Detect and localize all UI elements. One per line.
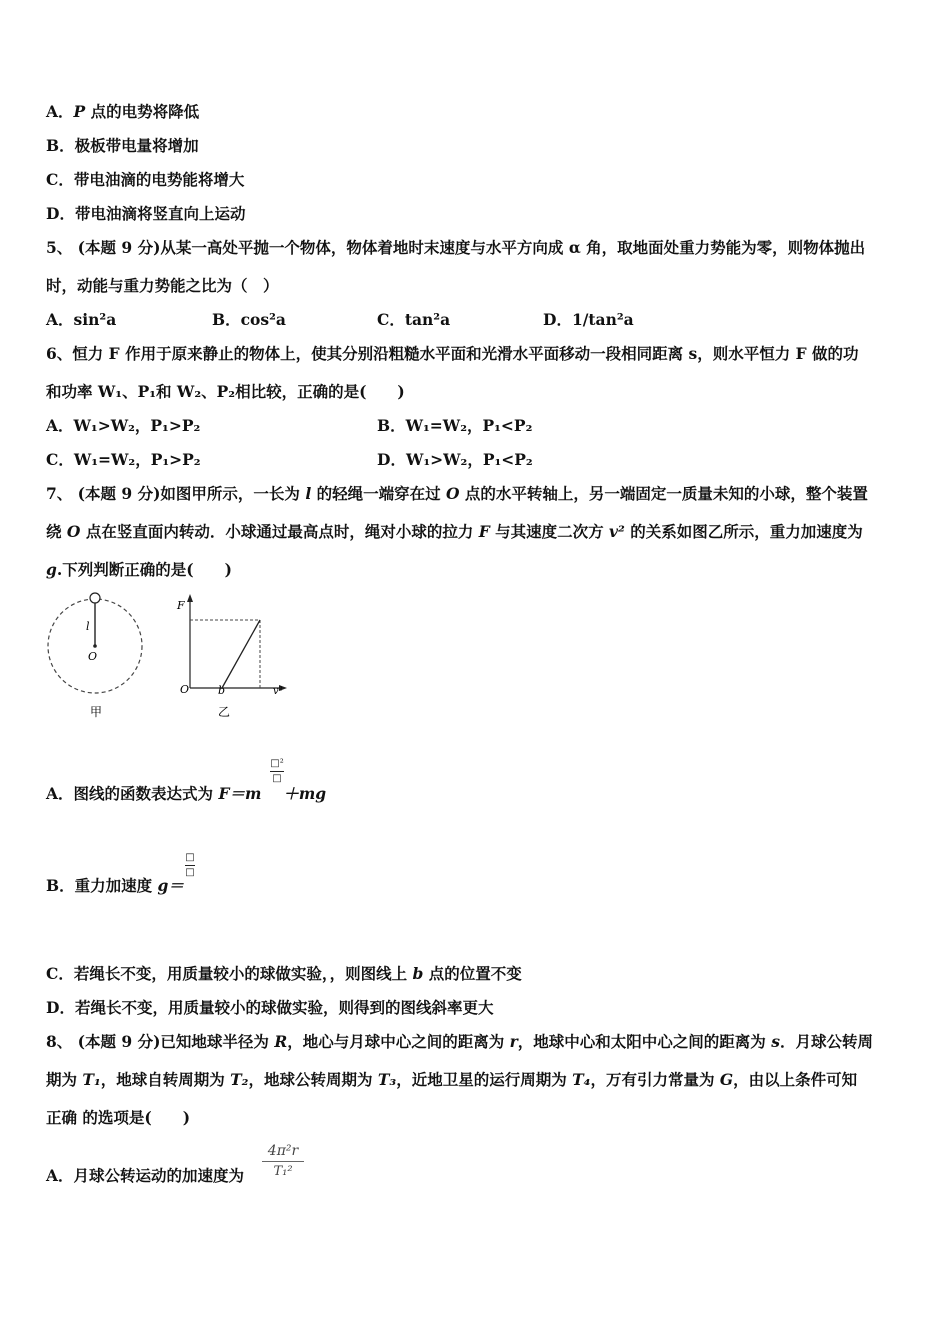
q4-option-d: D．带电油滴将竖直向上运动 — [46, 204, 246, 223]
q6-option-d: D．W₁>W₂，P₁<P₂ — [377, 450, 533, 469]
q7-stem-line2: 绕 O 点在竖直面内转动．小球通过最高点时，绳对小球的拉力 F 与其速度二次方 v² 的关系如图乙所示，重力加速度为 — [46, 522, 863, 541]
q6-option-b: B．W₁=W₂，P₁<P₂ — [377, 416, 533, 435]
q5-option-a: A．sin²a — [46, 310, 117, 329]
fraction-bar — [185, 865, 195, 866]
q5-option-b: B．cos²a — [212, 310, 286, 329]
q7-option-a-fraction — [268, 758, 286, 785]
axis-point-o — [93, 644, 97, 648]
q7-figure-jia — [40, 588, 150, 723]
axis-label-f: F — [177, 599, 185, 612]
point-label-o: O — [88, 650, 98, 663]
q5-stem-line2: 时，动能与重力势能之比为（ ） — [46, 276, 279, 295]
q5-stem-line1: 5、 (本题 9 分)从某一高处平抛一个物体，物体着地时末速度与水平方向成 α 角，取地面处重力势能为零，则物体抛出 — [46, 238, 866, 257]
fraction-denominator: □ — [272, 773, 282, 784]
fraction-numerator: □ — [185, 852, 195, 863]
q7-option-b-fraction — [183, 852, 197, 879]
q7-option-d: D．若绳长不变，用质量较小的球做实验，则得到的图线斜率更大 — [46, 998, 494, 1017]
figure-caption-jia: 甲 — [90, 705, 103, 719]
fraction-numerator: □² — [270, 758, 284, 769]
fraction-denominator: □ — [185, 867, 195, 878]
q8-stem-line3: 正确 的选项是( ) — [46, 1108, 191, 1127]
q6-stem-line2: 和功率 W₁、P₁和 W₂、P₂相比较，正确的是( ) — [46, 382, 405, 401]
q4-option-b: B．极板带电量将增加 — [46, 136, 199, 155]
graph-line — [222, 620, 260, 688]
q4-option-c: C．带电油滴的电势能将增大 — [46, 170, 245, 189]
fraction-bar — [262, 1161, 304, 1162]
y-axis-arrow-icon — [187, 594, 193, 602]
q7-option-b: B．重力加速度 g＝ — [46, 876, 184, 895]
q8-option-a-fraction — [262, 1142, 304, 1181]
q7-figure-yi — [170, 592, 295, 722]
q7-stem-line1: 7、 (本题 9 分)如图甲所示，一长为 l 的轻绳一端穿在过 O 点的水平转轴上，另一端固定一质量未知的小球，整个装置 — [46, 484, 868, 503]
axis-label-v2: v² — [273, 686, 283, 697]
rope-label-l: l — [86, 620, 90, 633]
intercept-label-b: b — [218, 684, 226, 697]
ball-circle — [90, 593, 100, 603]
q8-stem-line1: 8、 (本题 9 分)已知地球半径为 R，地心与月球中心之间的距离为 r，地球中心和太阳中心之间的距离为 s．月球公转周 — [46, 1032, 873, 1051]
q5-option-d: D．1/tan²a — [543, 310, 634, 329]
q7-option-c: C．若绳长不变，用质量较小的球做实验，，则图线上 b 点的位置不变 — [46, 964, 522, 983]
q4-option-a: A．P 点的电势将降低 — [46, 102, 200, 121]
figure-caption-yi: 乙 — [218, 705, 231, 719]
q6-option-a: A．W₁>W₂，P₁>P₂ — [46, 416, 201, 435]
q6-stem-line1: 6、恒力 F 作用于原来静止的物体上，使其分别沿粗糙水平面和光滑水平面移动一段相同距离 s，则水平恒力 F 做的功 — [46, 344, 859, 363]
q7-option-a: A．图线的函数表达式为 F＝m ＋mg — [46, 784, 327, 803]
q5-option-c: C．tan²a — [377, 310, 451, 329]
q8-stem-line2: 期为 T₁，地球自转周期为 T₂，地球公转周期为 T₃，近地卫星的运行周期为 T₄，万有引力常量为 G，由以上条件可知 — [46, 1070, 858, 1089]
q6-option-c: C．W₁=W₂，P₁>P₂ — [46, 450, 201, 469]
origin-label-o: O — [180, 683, 190, 696]
fraction-denominator: T₁² — [273, 1164, 293, 1179]
q7-stem-line3: g.下列判断正确的是( ) — [46, 560, 232, 579]
fraction-bar — [270, 771, 284, 772]
q8-option-a: A．月球公转运动的加速度为 — [46, 1166, 245, 1185]
fraction-numerator: 4π²r — [267, 1143, 299, 1159]
